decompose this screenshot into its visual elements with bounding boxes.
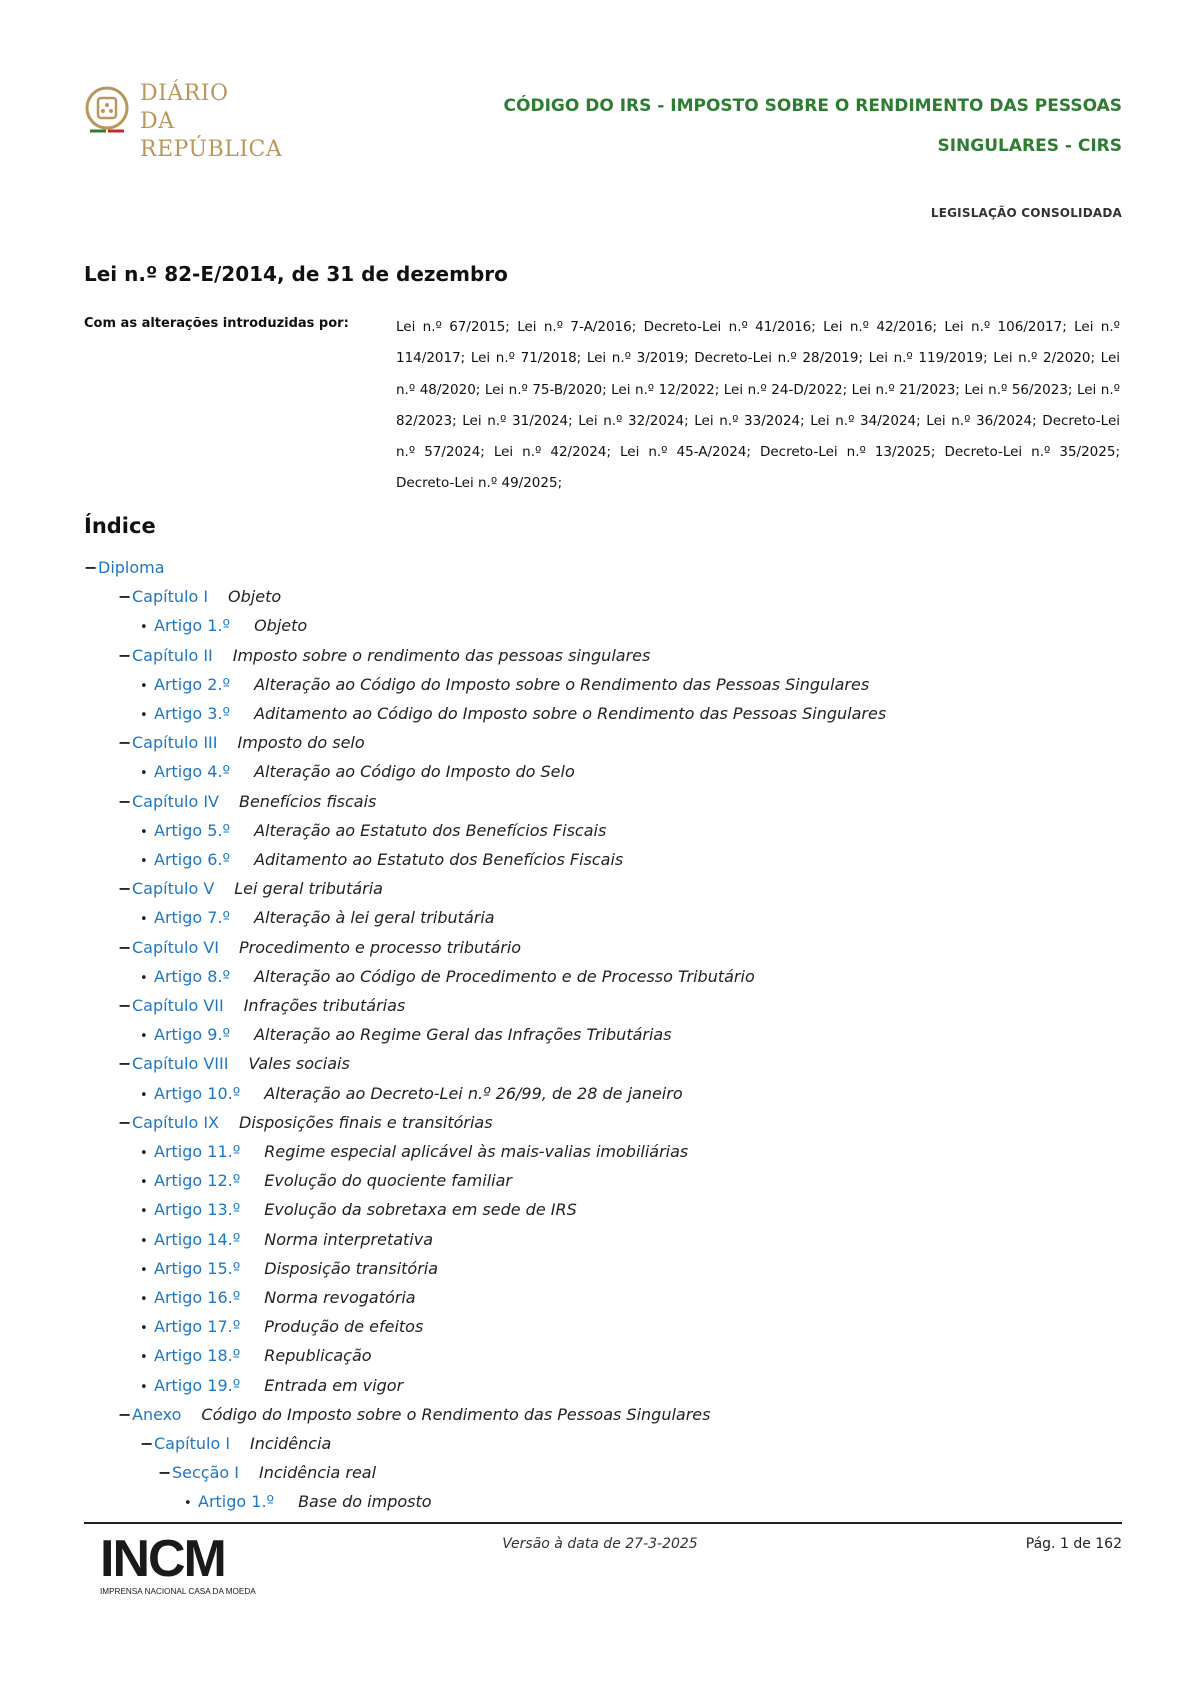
index-link[interactable]: Artigo 9.º bbox=[154, 1025, 231, 1045]
index-link[interactable]: Anexo bbox=[132, 1404, 182, 1424]
bullet-icon: • bbox=[184, 1496, 192, 1512]
index-row bbox=[118, 790, 376, 814]
diario-republica-logo bbox=[84, 80, 324, 162]
index-link[interactable]: Artigo 5.º bbox=[154, 820, 231, 840]
index-description: Aditamento ao Estatuto dos Benefícios Fiscais bbox=[254, 850, 624, 869]
index-link[interactable]: Artigo 1.º bbox=[198, 1492, 275, 1512]
index-link[interactable]: Capítulo IX bbox=[132, 1112, 219, 1132]
index-link[interactable]: Capítulo II bbox=[132, 645, 213, 665]
index-description: Produção de efeitos bbox=[264, 1317, 424, 1337]
index-row bbox=[118, 936, 521, 960]
index-description: Imposto do selo bbox=[237, 733, 365, 753]
bullet-icon: • bbox=[140, 1029, 148, 1045]
index-row bbox=[140, 1198, 577, 1222]
bullet-icon: • bbox=[140, 708, 148, 723]
index-description: Alteração ao Estatuto dos Benefícios Fiscais bbox=[254, 820, 607, 840]
bullet-icon: • bbox=[140, 1233, 148, 1249]
index-link[interactable]: Secção I bbox=[172, 1463, 239, 1483]
index-link[interactable]: Artigo 16.º bbox=[154, 1288, 241, 1307]
index-row bbox=[140, 1344, 372, 1368]
index-row bbox=[158, 1461, 376, 1485]
index-description: Evolução do quociente familiar bbox=[264, 1171, 512, 1191]
bullet-icon: • bbox=[140, 1204, 148, 1220]
index-link[interactable]: Artigo 11.º bbox=[154, 1142, 241, 1161]
index-link[interactable]: Capítulo I bbox=[132, 587, 209, 607]
incm-logo-text: INCM bbox=[100, 1532, 225, 1588]
index-link[interactable]: Artigo 12.º bbox=[154, 1171, 241, 1191]
collapse-icon[interactable]: − bbox=[84, 558, 98, 577]
index-row bbox=[140, 673, 869, 697]
index-link[interactable]: Capítulo IV bbox=[132, 791, 219, 811]
index-link[interactable]: Capítulo VII bbox=[132, 996, 224, 1015]
index-link[interactable]: Artigo 6.º bbox=[154, 850, 231, 869]
index-row bbox=[84, 556, 165, 580]
index-row bbox=[140, 1374, 403, 1398]
footer-divider bbox=[84, 1522, 1122, 1524]
index-description: Alteração ao Regime Geral das Infrações Tributárias bbox=[254, 1025, 672, 1045]
index-row bbox=[118, 644, 650, 668]
index-row bbox=[118, 585, 281, 609]
index-description: Disposição transitória bbox=[264, 1258, 439, 1278]
bullet-icon: • bbox=[140, 824, 148, 840]
bullet-icon: • bbox=[140, 1087, 148, 1103]
bullet-icon: • bbox=[140, 678, 148, 694]
index-description: Incidência real bbox=[259, 1463, 377, 1483]
index-row bbox=[140, 965, 755, 989]
collapse-icon[interactable]: − bbox=[118, 791, 132, 811]
bullet-icon: • bbox=[140, 766, 148, 782]
index-description: Procedimento e processo tributário bbox=[238, 937, 522, 957]
index-link[interactable]: Artigo 17.º bbox=[154, 1317, 241, 1337]
index-description: Vales sociais bbox=[248, 1054, 350, 1074]
index-description: Imposto sobre o rendimento das pessoas singulares bbox=[232, 645, 651, 665]
index-description: Benefícios fiscais bbox=[238, 791, 377, 811]
legislation-label: LEGISLAÇÃO CONSOLIDADA bbox=[930, 206, 1122, 220]
index-link[interactable]: Artigo 7.º bbox=[154, 908, 231, 928]
bullet-icon: • bbox=[140, 970, 148, 986]
amendments-list: Lei n.º 67/2015; Lei n.º 7-A/2016; Decreto-Lei n.º 41/2016; Lei n.º 42/2016; Lei n.º 106/2017; Lei n.º 114/2017; Lei n.º 71/2018; Lei n.º 3/2019; Decreto-Lei n.º 28/2019; Lei n.º 119/2019; Lei n.º 2/2020; Lei n.º 48/2020; Lei n.º 75-B/2020; Lei n.º 12/2022; Lei n.º 24-D/2022; Lei n.º 21/2023; Lei n.º 56/2023; Lei n.º 82/2023; Lei n.º 31/2024; Lei n.º 32/2024; Lei n.º 33/2024; Lei n.º 34/2024; Lei n.º 36/2024; Decreto-Lei n.º 57/2024; Lei n.º 42/2024; Lei n.º 45-A/2024; Decreto-Lei n.º 13/2025; Decreto-Lei n.º 35/2025; Decreto-Lei n.º 49/2025; bbox=[396, 319, 1120, 492]
index-description: Evolução da sobretaxa em sede de IRS bbox=[264, 1200, 577, 1220]
index-row bbox=[184, 1490, 432, 1514]
version-date: Versão à data de 27-3-2025 bbox=[502, 1536, 698, 1552]
bullet-icon: • bbox=[140, 1292, 148, 1307]
index-description: Lei geral tributária bbox=[234, 879, 383, 899]
document-title: CÓDIGO DO IRS - IMPOSTO SOBRE O RENDIMENTO DAS PESSOAS SINGULARES - CIRS bbox=[503, 96, 1122, 156]
index-description: Objeto bbox=[228, 587, 282, 607]
index-description: Republicação bbox=[264, 1346, 372, 1366]
index-row bbox=[118, 877, 383, 901]
index-description: Aditamento ao Código do Imposto sobre o Rendimento das Pessoas Singulares bbox=[254, 704, 887, 723]
index-description: Alteração ao Decreto-Lei n.º 26/99, de 28 de janeiro bbox=[264, 1083, 683, 1103]
index-row bbox=[140, 1228, 433, 1252]
collapse-icon[interactable]: − bbox=[118, 1112, 132, 1132]
collapse-icon[interactable]: − bbox=[118, 645, 132, 665]
index-link[interactable]: Artigo 1.º bbox=[154, 616, 231, 636]
bullet-icon: • bbox=[140, 1175, 148, 1191]
law-title: Lei n.º 82-E/2014, de 31 de dezembro bbox=[84, 262, 508, 286]
index-link[interactable]: Artigo 14.º bbox=[154, 1229, 241, 1249]
index-link[interactable]: Capítulo III bbox=[132, 733, 218, 753]
index-description: Alteração ao Código do Imposto sobre o Rendimento das Pessoas Singulares bbox=[254, 674, 870, 694]
index-title: Índice bbox=[84, 514, 156, 538]
bullet-icon: • bbox=[140, 1350, 148, 1366]
index-link[interactable]: Artigo 15.º bbox=[154, 1258, 241, 1278]
index-link[interactable]: Capítulo VIII bbox=[132, 1054, 229, 1074]
index-row bbox=[140, 906, 495, 930]
logo-wordmark bbox=[140, 80, 324, 164]
index-row bbox=[140, 819, 606, 843]
collapse-icon[interactable]: − bbox=[140, 1434, 154, 1453]
amendments-label: Com as alterações introduzidas por: bbox=[84, 316, 349, 331]
bullet-icon: • bbox=[140, 1146, 148, 1161]
index-link[interactable]: Artigo 10.º bbox=[154, 1083, 241, 1103]
index-row bbox=[140, 1023, 672, 1047]
index-row bbox=[140, 1286, 416, 1310]
index-link[interactable]: Capítulo V bbox=[132, 879, 215, 899]
index-link[interactable]: Artigo 8.º bbox=[154, 966, 231, 986]
index-link[interactable]: Artigo 3.º bbox=[154, 704, 231, 723]
index-row bbox=[140, 1432, 331, 1456]
index-link[interactable]: Artigo 19.º bbox=[154, 1375, 241, 1395]
index-row bbox=[118, 1111, 493, 1135]
index-link[interactable]: Artigo 13.º bbox=[154, 1200, 241, 1220]
index-description: Incidência bbox=[250, 1434, 332, 1453]
index-row bbox=[140, 1315, 423, 1339]
bullet-icon: • bbox=[140, 912, 148, 928]
index-description: Alteração ao Código do Imposto do Selo bbox=[254, 762, 575, 782]
logo-line-2: DA REPÚBLICA bbox=[140, 109, 283, 162]
collapse-icon[interactable]: − bbox=[118, 587, 132, 607]
index-link[interactable]: Capítulo VI bbox=[132, 937, 219, 957]
index-link[interactable]: Artigo 4.º bbox=[154, 762, 231, 782]
index-row bbox=[140, 702, 886, 726]
index-description: Norma interpretativa bbox=[264, 1229, 434, 1249]
page-number: Pág. 1 de 162 bbox=[1025, 1536, 1122, 1552]
bullet-icon: • bbox=[140, 620, 148, 636]
collapse-icon[interactable]: − bbox=[118, 879, 132, 899]
index-row bbox=[140, 1257, 438, 1281]
collapse-icon[interactable]: − bbox=[118, 733, 132, 753]
collapse-icon[interactable]: − bbox=[118, 1054, 132, 1074]
index-link[interactable]: Capítulo I bbox=[154, 1434, 231, 1453]
index-row bbox=[118, 994, 405, 1018]
index-row bbox=[140, 1082, 683, 1106]
index-link[interactable]: Artigo 18.º bbox=[154, 1346, 241, 1366]
index-description: Disposições finais e transitórias bbox=[239, 1112, 493, 1132]
bullet-icon: • bbox=[140, 854, 148, 869]
logo-line-1: DIÁRIO bbox=[140, 81, 229, 106]
collapse-icon[interactable]: − bbox=[118, 996, 132, 1015]
bullet-icon: • bbox=[140, 1379, 148, 1395]
index-description: Regime especial aplicável às mais-valias imobiliárias bbox=[264, 1142, 689, 1161]
index-description: Entrada em vigor bbox=[264, 1375, 404, 1395]
index-row bbox=[140, 760, 575, 784]
index-row bbox=[140, 1140, 688, 1164]
index-description: Norma revogatória bbox=[264, 1288, 416, 1307]
bullet-icon: • bbox=[140, 1321, 148, 1337]
collapse-icon[interactable]: − bbox=[118, 937, 132, 957]
index-description: Código do Imposto sobre o Rendimento das Pessoas Singulares bbox=[201, 1404, 711, 1424]
index-row bbox=[140, 848, 623, 872]
index-row bbox=[140, 614, 307, 638]
index-link[interactable]: Diploma bbox=[98, 558, 165, 577]
index-link[interactable]: Artigo 2.º bbox=[154, 674, 231, 694]
index-description: Alteração ao Código de Procedimento e de Processo Tributário bbox=[254, 966, 755, 986]
index-row bbox=[118, 1403, 710, 1427]
index-row bbox=[118, 731, 365, 755]
collapse-icon[interactable]: − bbox=[118, 1404, 132, 1424]
coat-of-arms-icon bbox=[84, 84, 130, 136]
index-row bbox=[140, 1169, 512, 1193]
bullet-icon: • bbox=[140, 1262, 148, 1278]
index-description: Objeto bbox=[254, 616, 308, 636]
incm-tagline: IMPRENSA NACIONAL CASA DA MOEDA bbox=[100, 1587, 256, 1596]
collapse-icon[interactable]: − bbox=[158, 1463, 172, 1483]
index-description: Base do imposto bbox=[298, 1492, 432, 1512]
index-description: Alteração à lei geral tributária bbox=[254, 908, 495, 928]
index-description: Infrações tributárias bbox=[243, 996, 406, 1015]
index-row bbox=[118, 1052, 350, 1076]
